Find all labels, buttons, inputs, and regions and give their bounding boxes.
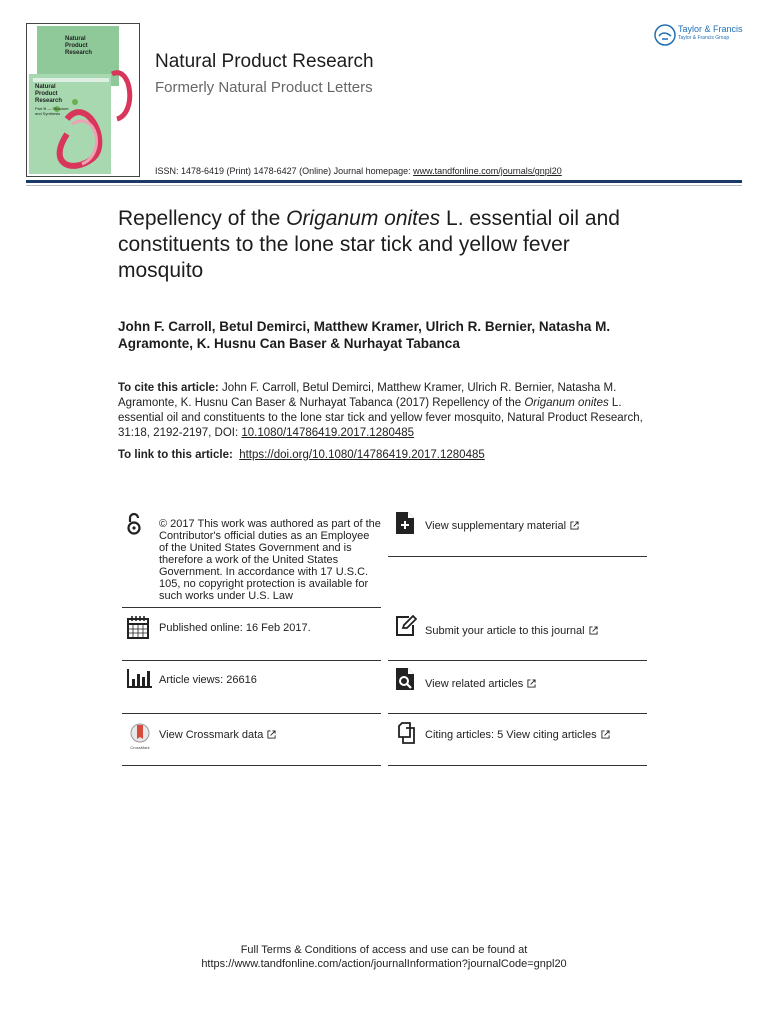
- journal-cover-image: [26, 23, 140, 177]
- issn-text: ISSN: 1478-6419 (Print) 1478-6427 (Online) Journal homepage:: [155, 166, 414, 176]
- crossmark-link[interactable]: View Crossmark data: [159, 729, 276, 741]
- link-label: To link to this article:: [118, 449, 233, 461]
- publisher-name: Taylor & Francis Taylor & Francis Group: [678, 24, 743, 41]
- grid-divider: [388, 713, 647, 714]
- grid-divider: [388, 765, 647, 766]
- open-access-icon: [126, 512, 142, 536]
- article-url-link[interactable]: https://doi.org/10.1080/14786419.2017.1280485: [239, 449, 485, 461]
- article-title: Repellency of the Origanum onites L. essential oil and constituents to the lone star tick and yellow fever mosquito: [118, 207, 620, 282]
- article-link-line: [118, 449, 648, 461]
- edit-submit-icon: [395, 615, 417, 637]
- issn-line: [155, 166, 562, 176]
- calendar-icon: [127, 615, 149, 639]
- grid-divider: [388, 556, 647, 557]
- footer: [0, 943, 768, 971]
- copyright-notice: © 2017 This work was authored as part of the Contributor's official duties as an Employee of the United States Government and is therefore a work of the United States Government. In accordance with 17 U.S.C. 105, no copyright protection is available for such works under U.S. Law: [159, 518, 381, 602]
- article-authors: John F. Carroll, Betul Demirci, Matthew Kramer, Ulrich R. Bernier, Natasha M. Agramonte, K. Husnu Can Baser & Nurhayat Tabanca: [118, 319, 611, 351]
- view-related-link[interactable]: View related articles: [425, 678, 536, 690]
- citing-articles-link[interactable]: Citing articles: 5 View citing articles: [425, 729, 610, 741]
- grid-divider: [122, 713, 381, 714]
- cover-title-secondary: Natural Product Research: [35, 84, 63, 104]
- external-link-icon: [527, 679, 536, 688]
- journal-homepage-link[interactable]: www.tandfonline.com/journals/gnpl20: [413, 166, 562, 176]
- grid-divider: [122, 765, 381, 766]
- view-supplementary-link[interactable]: View supplementary material: [425, 520, 579, 532]
- external-link-icon: [267, 730, 276, 739]
- published-date: Published online: 16 Feb 2017.: [159, 622, 311, 634]
- external-link-icon: [601, 730, 610, 739]
- external-link-icon: [589, 626, 598, 635]
- publisher-group: Taylor & Francis Group: [678, 35, 730, 41]
- bar-chart-icon: [127, 668, 153, 688]
- article-views: Article views: 26616: [159, 674, 257, 686]
- grid-divider: [122, 660, 381, 661]
- external-link-icon: [570, 521, 579, 530]
- header-divider-thin: [26, 185, 742, 186]
- journal-subtitle: Formerly Natural Product Letters: [155, 79, 373, 96]
- cover-title: Natural Product Research: [65, 36, 93, 56]
- header-divider: [26, 180, 742, 183]
- citation: To cite this article: John F. Carroll, Betul Demirci, Matthew Kramer, Ulrich R. Bernier, Natasha M. Agramonte, K. Husnu Can Baser & Nurhayat Tabanca (2017) Repellency of the Origanum onites L. essential oil and constituents to the lone star tick and yellow fever mosquito, Natural Product Research, 31:18, 2192-2197, DOI: 10.1080/14786419.2017.1280485: [118, 382, 643, 439]
- cover-subtitle: Part B — Structure and Synthesis: [35, 106, 69, 116]
- cite-label: To cite this article:: [118, 382, 219, 394]
- citing-articles-icon: [395, 722, 417, 744]
- submit-article-link[interactable]: Submit your article to this journal: [425, 625, 598, 637]
- related-articles-icon: [396, 668, 414, 690]
- journal-title: Natural Product Research: [155, 51, 374, 72]
- grid-divider: [122, 607, 381, 608]
- footer-terms-link[interactable]: https://www.tandfonline.com/action/journalInformation?journalCode=gnpl20: [201, 958, 567, 970]
- crossmark-label: CrossMark: [130, 745, 150, 750]
- grid-divider: [388, 660, 647, 661]
- footer-terms-text: Full Terms & Conditions of access and use can be found at: [240, 944, 528, 956]
- doi-link[interactable]: 10.1080/14786419.2017.1280485: [241, 427, 415, 439]
- supplementary-file-icon: [396, 512, 414, 534]
